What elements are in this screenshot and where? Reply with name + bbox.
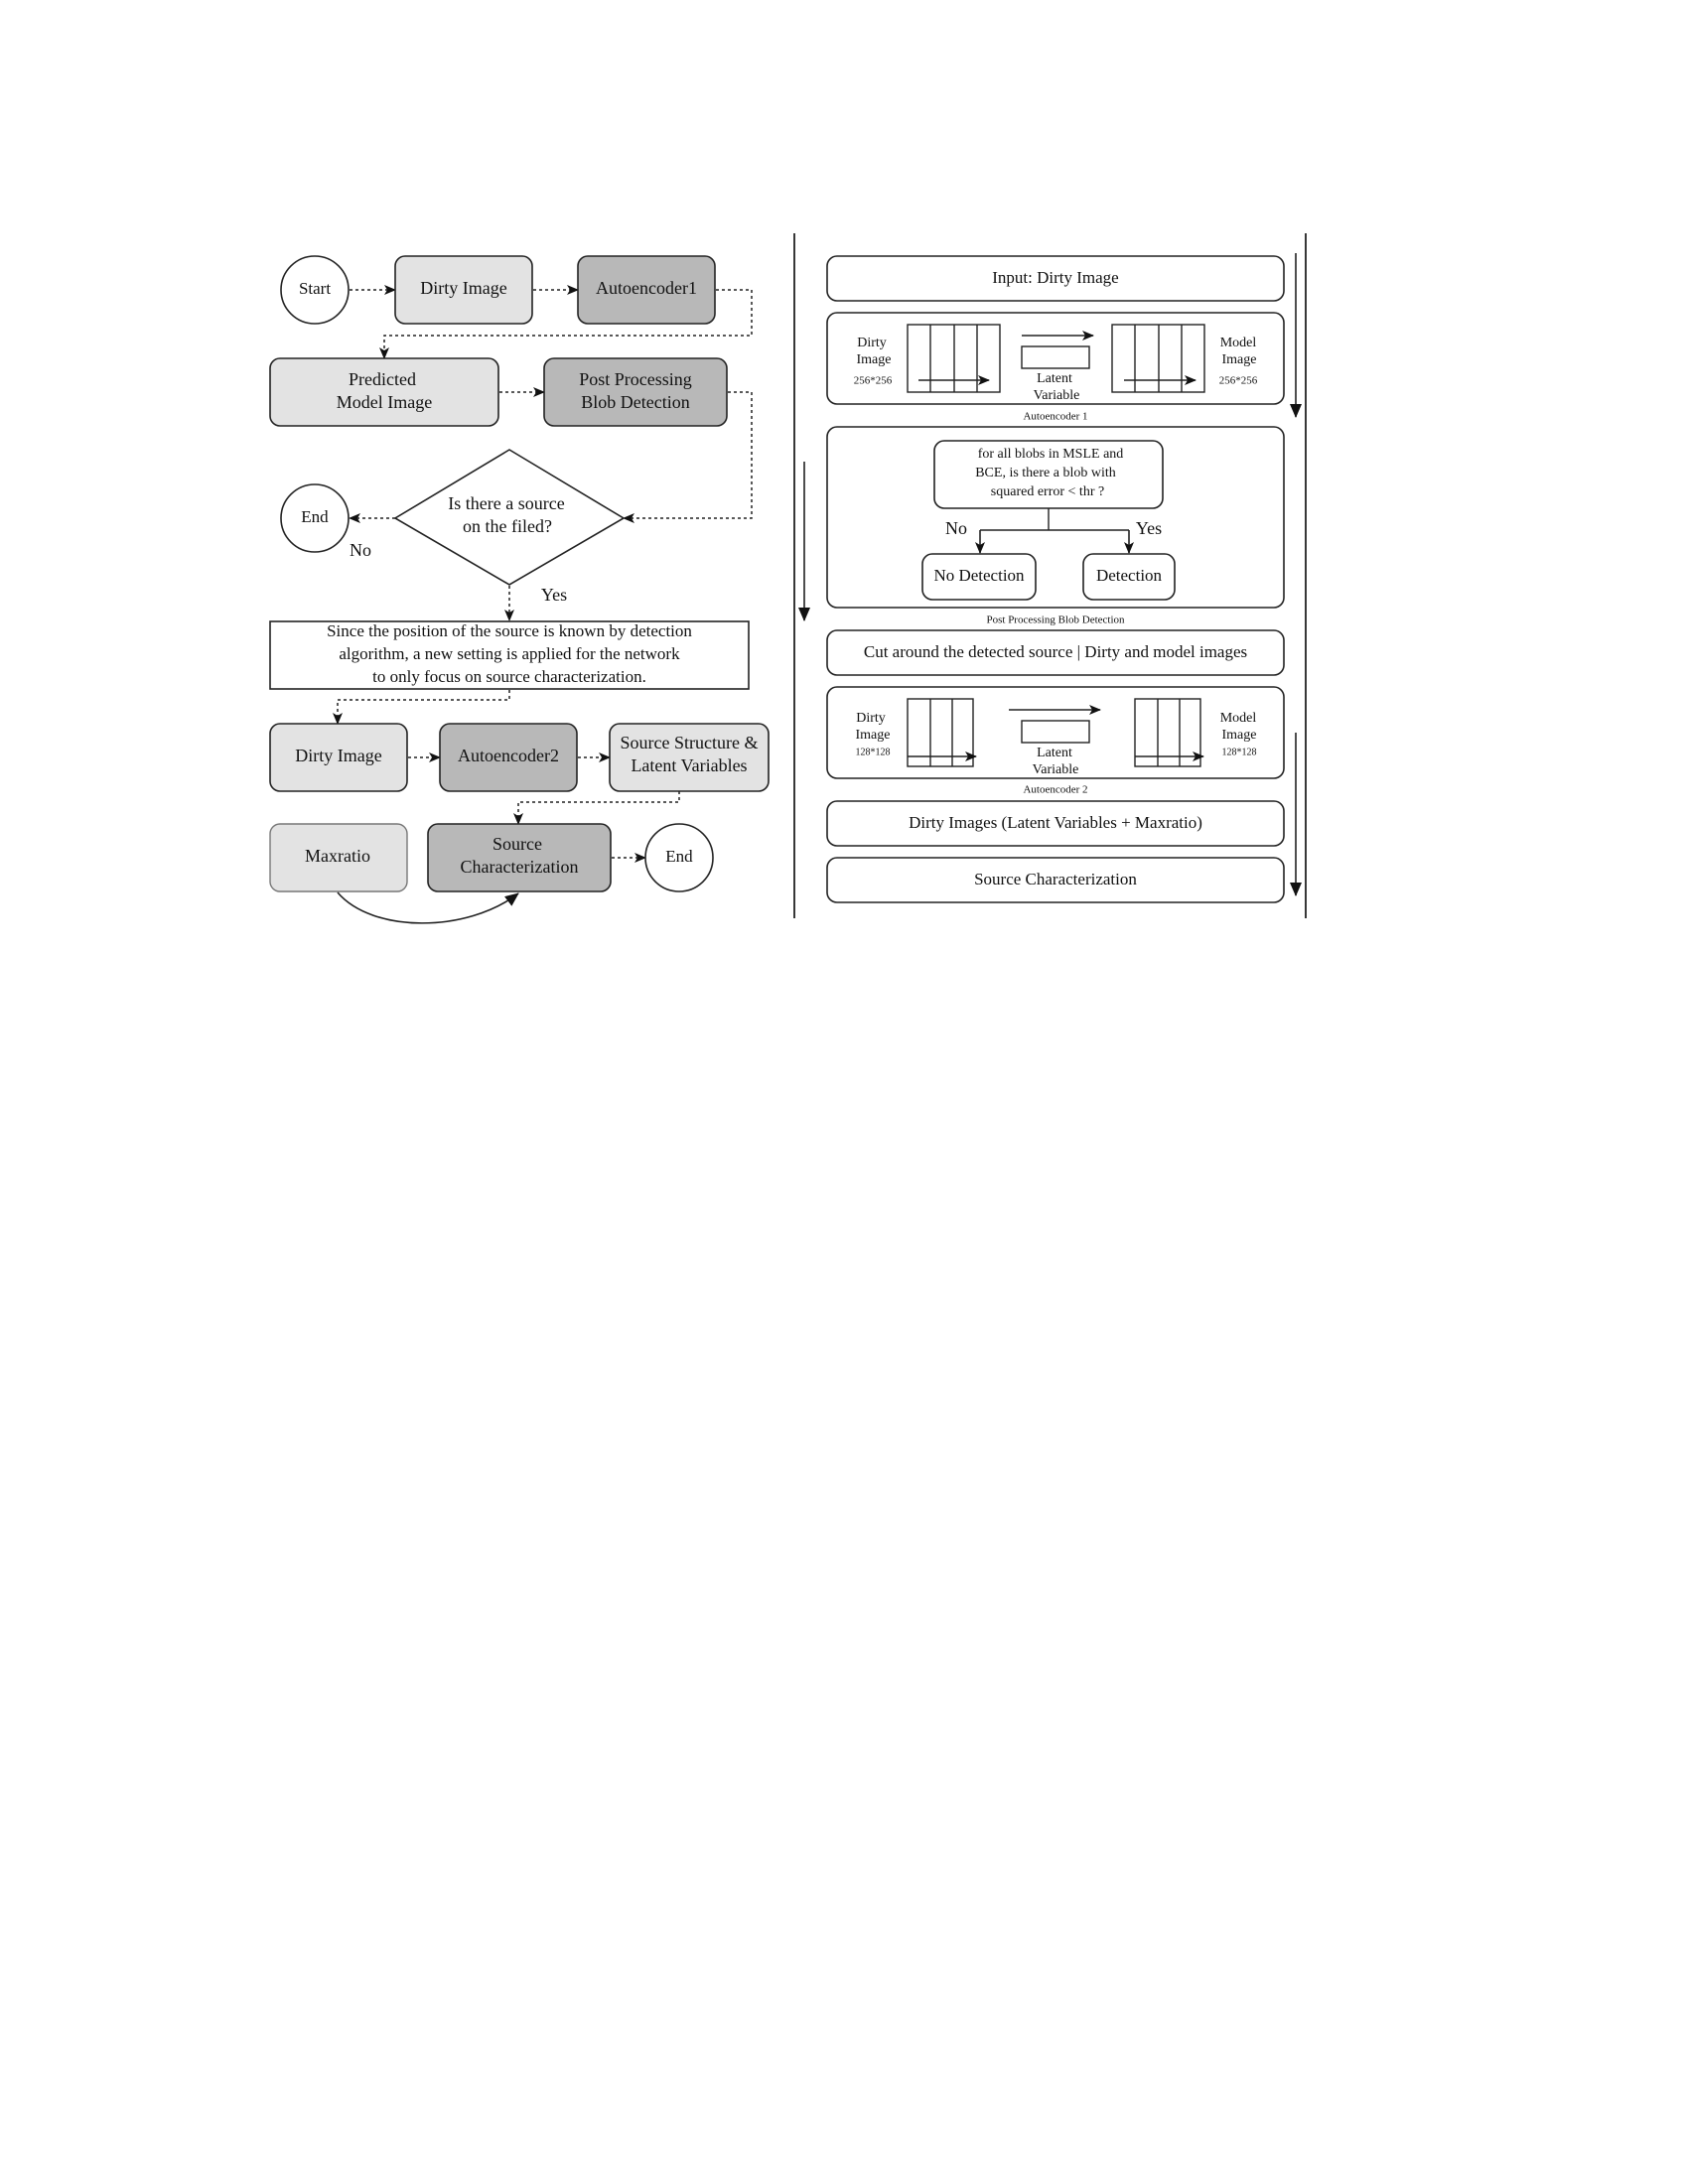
ae1-model-label-1: Model — [1219, 336, 1257, 351]
ae1-model-size: 256*256 — [1218, 374, 1258, 387]
arrow-structure-to-char — [518, 791, 679, 824]
cut-around-label: Cut around the detected source | Dirty and model images — [863, 641, 1248, 661]
ae1-dirty-label-1: Dirty — [857, 336, 887, 351]
blob-detection-box — [827, 427, 1284, 608]
autoencoder1-label: Autoencoder1 — [596, 278, 697, 299]
pipeline-source-characterization-label: Source Characterization — [974, 869, 1137, 888]
note-line-3: to only focus on source characterization. — [372, 666, 646, 686]
ae1-dirty-size: 256*256 — [853, 374, 893, 387]
dirty-image-node — [395, 256, 532, 324]
flowchart-panel — [270, 256, 769, 923]
cut-around-box — [827, 630, 1284, 675]
blob-question-line-2: BCE, is there a blob with — [975, 466, 1116, 481]
maxratio-node — [270, 824, 407, 891]
yes-branch-label: Yes — [540, 585, 568, 606]
post-processing-line-2: Blob Detection — [581, 392, 690, 413]
decision-node — [395, 450, 624, 585]
ae1-model-label-2: Image — [1221, 352, 1257, 368]
ae1-latent-line-2: Variable — [1033, 388, 1080, 404]
input-label: Input: Dirty Image — [992, 267, 1119, 287]
autoencoder1-node — [578, 256, 715, 324]
maxratio-label: Maxratio — [305, 846, 370, 867]
post-processing-node — [544, 358, 727, 426]
source-structure-line-2: Latent Variables — [631, 755, 748, 776]
ae1-caption: Autoencoder 1 — [1023, 410, 1088, 423]
ae2-latent-line-1: Latent — [1037, 746, 1072, 761]
source-structure-line-1: Source Structure & — [620, 733, 759, 753]
source-char-line-1: Source — [492, 834, 542, 855]
note-line-2: algorithm, a new setting is applied for the network — [339, 643, 680, 663]
autoencoder2-diagram — [827, 687, 1284, 778]
dirty-image-2-node — [270, 724, 407, 791]
note-box — [270, 621, 749, 689]
autoencoder1-diagram — [827, 313, 1284, 404]
predicted-model-image-node — [270, 358, 498, 426]
ae2-model-size: 128*128 — [1221, 747, 1257, 758]
start-label: Start — [298, 278, 332, 298]
blob-question-line-1: for all blobs in MSLE and — [977, 447, 1124, 463]
pipeline-source-characterization-box — [827, 858, 1284, 902]
ae2-dirty-label-1: Dirty — [856, 711, 886, 727]
ae2-latent-line-2: Variable — [1032, 762, 1079, 778]
ae1-dirty-label-2: Image — [856, 352, 892, 368]
start-node — [281, 256, 349, 324]
dirty-image-label: Dirty Image — [420, 278, 507, 299]
blob-caption: Post Processing Blob Detection — [986, 614, 1125, 626]
end-node-top — [281, 484, 349, 552]
blob-no-label: No — [945, 518, 967, 539]
blob-question-line-3: squared error < thr ? — [990, 484, 1105, 500]
end-bottom-label: End — [665, 846, 693, 866]
arrow-maxratio-to-char — [338, 892, 518, 923]
dirty-images-latent-box — [827, 801, 1284, 846]
decision-line-1: Is there a source — [448, 493, 565, 514]
input-dirty-image-box — [827, 256, 1284, 301]
end-top-label: End — [301, 506, 329, 526]
dirty-images-latent-label: Dirty Images (Latent Variables + Maxratio) — [909, 812, 1202, 832]
ae2-model-label-2: Image — [1221, 728, 1257, 744]
ae2-caption: Autoencoder 2 — [1023, 783, 1088, 796]
arrow-note-to-dirty2 — [338, 690, 509, 724]
source-char-line-2: Characterization — [460, 857, 579, 878]
detection-label: Detection — [1095, 565, 1163, 585]
ae2-dirty-size: 128*128 — [855, 747, 891, 758]
pipeline-panel — [804, 253, 1296, 902]
end-node-bottom — [645, 824, 713, 891]
no-branch-label: No — [350, 540, 371, 561]
autoencoder2-label: Autoencoder2 — [458, 746, 559, 766]
note-line-1: Since the position of the source is known by detection — [327, 620, 692, 640]
ae2-dirty-label-2: Image — [855, 728, 891, 744]
blob-yes-label: Yes — [1135, 518, 1163, 539]
dirty-image-2-label: Dirty Image — [295, 746, 382, 766]
ae1-latent-line-1: Latent — [1037, 371, 1072, 387]
no-detection-label: No Detection — [933, 565, 1025, 585]
predicted-line-2: Model Image — [336, 392, 433, 413]
source-characterization-node — [428, 824, 611, 891]
autoencoder2-node — [440, 724, 577, 791]
source-structure-node — [610, 724, 769, 791]
predicted-line-1: Predicted — [349, 369, 416, 390]
ae2-model-label-1: Model — [1219, 711, 1257, 727]
decision-line-2: on the filed? — [463, 516, 552, 537]
post-processing-line-1: Post Processing — [579, 369, 692, 390]
